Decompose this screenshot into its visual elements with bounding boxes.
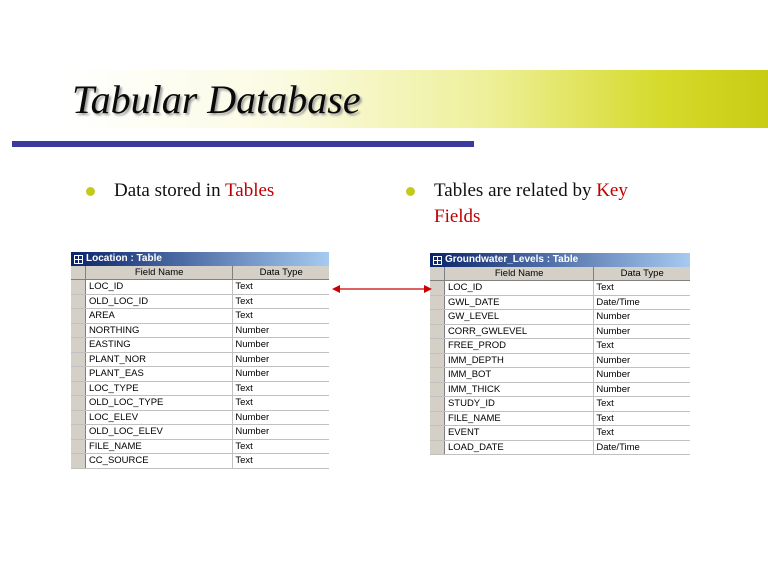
bullet-right bbox=[406, 178, 706, 232]
field-name-cell[interactable]: FILE_NAME bbox=[445, 412, 594, 426]
table-row[interactable] bbox=[71, 338, 329, 353]
table-row[interactable] bbox=[430, 441, 690, 456]
row-selector-header bbox=[71, 266, 86, 279]
field-name-cell[interactable]: IMM_BOT bbox=[445, 368, 594, 382]
slide-title: Tabular Database bbox=[72, 77, 361, 122]
row-selector[interactable] bbox=[71, 367, 86, 381]
table-row[interactable] bbox=[71, 425, 329, 440]
data-type-cell[interactable]: Number bbox=[596, 325, 631, 337]
data-type-cell[interactable]: Text bbox=[596, 282, 614, 293]
bullet-right-text bbox=[434, 178, 628, 230]
data-type-cell[interactable]: Text bbox=[596, 340, 614, 351]
row-selector[interactable] bbox=[71, 338, 86, 352]
data-type-cell[interactable]: Number bbox=[235, 411, 270, 423]
data-type-cell[interactable]: Text bbox=[235, 310, 253, 321]
table-row[interactable] bbox=[71, 454, 329, 469]
field-name-cell[interactable]: LOC_TYPE bbox=[86, 382, 233, 396]
bullet-left bbox=[86, 178, 386, 206]
bullet-left-prefix: Data stored in bbox=[114, 180, 225, 201]
table-row[interactable] bbox=[430, 426, 690, 441]
bullet-right-highlight: Key bbox=[596, 180, 628, 201]
table-row[interactable] bbox=[71, 280, 329, 295]
field-name-cell[interactable]: STUDY_ID bbox=[445, 397, 594, 411]
row-selector[interactable] bbox=[430, 397, 445, 411]
groundwater-table-rows bbox=[430, 281, 690, 455]
field-name-cell[interactable]: CC_SOURCE bbox=[86, 454, 233, 468]
data-type-header[interactable]: Data Type bbox=[259, 267, 303, 278]
data-type-cell[interactable]: Number bbox=[596, 311, 631, 322]
row-selector[interactable] bbox=[430, 325, 445, 339]
table-row[interactable] bbox=[71, 353, 329, 368]
data-type-cell[interactable]: Number bbox=[235, 339, 270, 350]
row-selector[interactable] bbox=[71, 411, 86, 425]
data-type-cell[interactable]: Text bbox=[596, 427, 614, 438]
table-row[interactable] bbox=[430, 296, 690, 311]
row-selector[interactable] bbox=[71, 425, 86, 439]
table-row[interactable] bbox=[430, 325, 690, 340]
field-name-cell[interactable]: NORTHING bbox=[86, 324, 233, 338]
field-name-cell[interactable]: GW_LEVEL bbox=[445, 310, 594, 324]
row-selector[interactable] bbox=[430, 368, 445, 382]
row-selector[interactable] bbox=[430, 339, 445, 353]
field-name-header[interactable]: Field Name bbox=[86, 266, 233, 279]
field-name-cell[interactable]: CORR_GWLEVEL bbox=[445, 325, 594, 339]
data-type-cell[interactable]: Text bbox=[235, 455, 253, 466]
table-row[interactable] bbox=[71, 367, 329, 382]
groundwater-table-titlebar[interactable] bbox=[430, 253, 690, 267]
field-name-cell[interactable]: LOC_ID bbox=[86, 280, 233, 294]
row-selector[interactable] bbox=[430, 281, 445, 295]
bullet-dot-icon bbox=[86, 187, 95, 196]
data-type-cell[interactable]: Number bbox=[596, 354, 631, 366]
row-selector[interactable] bbox=[430, 412, 445, 426]
data-type-cell[interactable]: Text bbox=[235, 382, 253, 394]
row-selector[interactable] bbox=[71, 396, 86, 410]
location-table-title: Location : Table bbox=[86, 253, 162, 264]
data-type-header[interactable]: Data Type bbox=[620, 268, 664, 279]
table-row[interactable] bbox=[71, 309, 329, 324]
bullet-dot-icon bbox=[406, 187, 415, 196]
table-row[interactable] bbox=[71, 396, 329, 411]
location-table-header bbox=[71, 266, 329, 280]
table-row[interactable] bbox=[430, 412, 690, 427]
groundwater-table-header bbox=[430, 267, 690, 281]
field-name-cell[interactable]: EVENT bbox=[445, 426, 594, 440]
table-row[interactable] bbox=[430, 310, 690, 325]
field-name-cell[interactable]: LOC_ID bbox=[445, 281, 594, 295]
field-name-cell[interactable]: GWL_DATE bbox=[445, 296, 594, 310]
field-name-cell[interactable]: EASTING bbox=[86, 338, 233, 352]
bullet-right-prefix: Tables are related by bbox=[434, 180, 597, 201]
data-type-cell[interactable]: Text bbox=[235, 440, 253, 452]
table-row[interactable] bbox=[430, 397, 690, 412]
table-row[interactable] bbox=[71, 440, 329, 455]
row-selector[interactable] bbox=[430, 383, 445, 397]
data-type-cell[interactable]: Text bbox=[235, 295, 253, 307]
groundwater-table-window bbox=[430, 253, 690, 455]
field-name-cell[interactable]: PLANT_NOR bbox=[86, 353, 233, 367]
field-name-cell[interactable]: LOC_ELEV bbox=[86, 411, 233, 425]
table-row[interactable] bbox=[430, 368, 690, 383]
field-name-cell[interactable]: LOAD_DATE bbox=[445, 441, 594, 455]
field-name-cell[interactable]: OLD_LOC_ID bbox=[86, 295, 233, 309]
row-selector[interactable] bbox=[430, 354, 445, 368]
field-name-cell[interactable]: OLD_LOC_TYPE bbox=[86, 396, 233, 410]
table-row[interactable] bbox=[71, 295, 329, 310]
data-type-cell[interactable]: Text bbox=[235, 397, 253, 408]
field-name-cell[interactable]: FILE_NAME bbox=[86, 440, 233, 454]
field-name-cell[interactable]: OLD_LOC_ELEV bbox=[86, 425, 233, 439]
groundwater-table-title: Groundwater_Levels : Table bbox=[445, 254, 579, 265]
location-table-window bbox=[71, 252, 329, 469]
row-selector-header bbox=[430, 267, 445, 280]
data-type-cell[interactable]: Number bbox=[235, 324, 270, 336]
table-row[interactable] bbox=[71, 411, 329, 426]
table-icon bbox=[74, 255, 83, 264]
bullet-left-text bbox=[114, 178, 274, 204]
field-name-cell[interactable]: IMM_THICK bbox=[445, 383, 594, 397]
row-selector[interactable] bbox=[71, 382, 86, 396]
row-selector[interactable] bbox=[430, 296, 445, 310]
row-selector[interactable] bbox=[430, 310, 445, 324]
data-type-cell[interactable]: Text bbox=[596, 398, 614, 409]
data-type-cell[interactable]: Number bbox=[596, 369, 631, 380]
relationship-arrow-icon bbox=[332, 282, 432, 296]
row-selector[interactable] bbox=[71, 295, 86, 309]
table-row[interactable] bbox=[430, 354, 690, 369]
data-type-cell[interactable]: Number bbox=[235, 368, 270, 379]
data-type-cell[interactable]: Text bbox=[235, 281, 253, 292]
field-name-cell[interactable]: PLANT_EAS bbox=[86, 367, 233, 381]
data-type-cell[interactable]: Date/Time bbox=[596, 296, 640, 308]
field-name-cell[interactable]: IMM_DEPTH bbox=[445, 354, 594, 368]
table-row[interactable] bbox=[71, 324, 329, 339]
row-selector[interactable] bbox=[71, 309, 86, 323]
row-selector[interactable] bbox=[71, 353, 86, 367]
data-type-cell[interactable]: Date/Time bbox=[596, 441, 640, 453]
bullet-left-highlight: Tables bbox=[225, 180, 275, 201]
data-type-cell[interactable]: Number bbox=[596, 383, 631, 395]
row-selector[interactable] bbox=[71, 324, 86, 338]
bullet-right-line2: Fields bbox=[434, 206, 481, 227]
table-row[interactable] bbox=[430, 339, 690, 354]
data-type-cell[interactable]: Number bbox=[235, 426, 270, 437]
data-type-cell[interactable]: Number bbox=[235, 353, 270, 365]
field-name-header[interactable]: Field Name bbox=[445, 267, 594, 280]
table-icon bbox=[433, 256, 442, 265]
table-row[interactable] bbox=[430, 281, 690, 296]
row-selector[interactable] bbox=[430, 441, 445, 455]
location-table-rows bbox=[71, 280, 329, 469]
table-row[interactable] bbox=[71, 382, 329, 397]
row-selector[interactable] bbox=[430, 426, 445, 440]
row-selector[interactable] bbox=[71, 454, 86, 468]
row-selector[interactable] bbox=[71, 280, 86, 294]
table-row[interactable] bbox=[430, 383, 690, 398]
row-selector[interactable] bbox=[71, 440, 86, 454]
data-type-cell[interactable]: Text bbox=[596, 412, 614, 424]
location-table-titlebar[interactable] bbox=[71, 252, 329, 266]
title-underline bbox=[12, 141, 474, 147]
field-name-cell[interactable]: FREE_PROD bbox=[445, 339, 594, 353]
field-name-cell[interactable]: AREA bbox=[86, 309, 233, 323]
